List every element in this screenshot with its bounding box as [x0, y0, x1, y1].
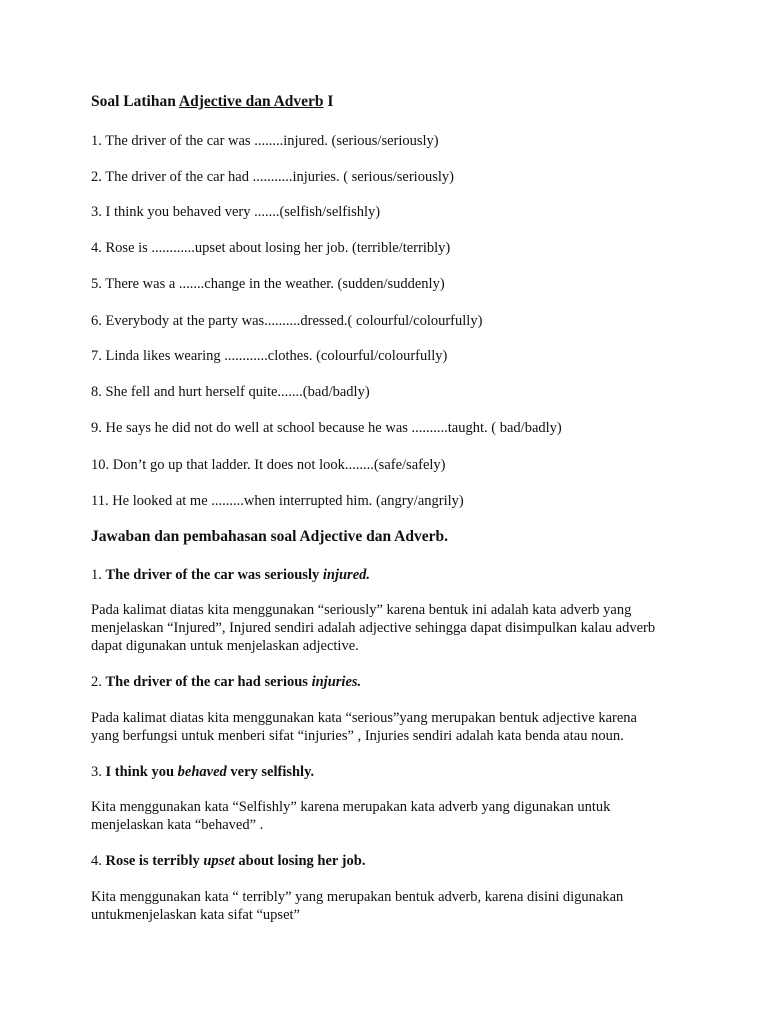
answer-text: The driver of the car had serious: [105, 674, 312, 690]
answer-number: 3.: [91, 764, 106, 780]
question-1: 1. The driver of the car was ........injured. (serious/seriously): [91, 133, 439, 149]
answer-number: 1.: [91, 567, 106, 583]
answer-number: 2.: [91, 674, 106, 690]
answer-text: I think you: [105, 764, 178, 780]
answer-text: Rose is terribly: [105, 853, 204, 869]
answer-2-explanation-line: yang berfungsi untuk menberi sifat “injuries” , Injuries sendiri adalah kata benda atau noun.: [91, 728, 624, 744]
answers-heading: Jawaban dan pembahasan soal Adjective dan Adverb.: [91, 528, 448, 545]
question-5: 5. There was a .......change in the weather. (sudden/suddenly): [91, 276, 445, 292]
question-6: 6. Everybody at the party was..........dressed.( colourful/colourfully): [91, 313, 483, 329]
question-7: 7. Linda likes wearing ............clothes. (colourful/colourfully): [91, 348, 448, 364]
question-2: 2. The driver of the car had ...........injuries. ( serious/seriously): [91, 169, 454, 185]
answer-1-explanation-line: menjelaskan “Injured”, Injured sendiri adalah adjective sehingga dapat disimpulkan kalau adverb: [91, 620, 656, 636]
answer-3-explanation-line: Kita menggunakan kata “Selfishly” karena merupakan kata adverb yang digunakan untuk: [91, 799, 611, 815]
answer-text-italic: injuries.: [311, 674, 362, 690]
answer-3-sentence: [91, 763, 708, 781]
answer-text: The driver of the car was seriously: [105, 567, 323, 583]
answer-text-italic: injured.: [322, 567, 370, 583]
answer-1-explanation-line: dapat digunakan untuk menjelaskan adjective.: [91, 638, 359, 654]
answer-text: very selfishly.: [226, 764, 315, 780]
answer-number: 4.: [91, 853, 106, 869]
answer-3-explanation-line: menjelaskan kata “behaved” .: [91, 817, 264, 833]
page-title: [91, 93, 708, 111]
answer-4-sentence: [91, 852, 708, 870]
question-9: 9. He says he did not do well at school because he was ..........taught. ( bad/badly): [91, 420, 562, 436]
question-3: 3. I think you behaved very .......(selfish/selfishly): [91, 204, 381, 220]
title-prefix: Soal Latihan: [91, 93, 179, 110]
title-suffix: I: [323, 93, 334, 110]
question-11: 11. He looked at me .........when interrupted him. (angry/angrily): [91, 493, 464, 509]
answer-text-italic: behaved: [177, 764, 227, 780]
answer-2-sentence: [91, 673, 708, 691]
answer-2-explanation-line: Pada kalimat diatas kita menggunakan kata “serious”yang merupakan bentuk adjective karena: [91, 710, 637, 726]
answer-text: about losing her job.: [234, 853, 366, 869]
question-8: 8. She fell and hurt herself quite.......(bad/badly): [91, 384, 370, 400]
answer-1-sentence: [91, 566, 708, 584]
question-10: 10. Don’t go up that ladder. It does not look........(safe/safely): [91, 457, 446, 473]
answer-1-explanation-line: Pada kalimat diatas kita menggunakan “seriously” karena bentuk ini adalah kata adverb yang: [91, 602, 632, 618]
answer-text-italic: upset: [203, 853, 235, 869]
question-4: 4. Rose is ............upset about losing her job. (terrible/terribly): [91, 240, 451, 256]
answer-4-explanation-line: untukmenjelaskan kata sifat “upset”: [91, 907, 300, 923]
title-underlined: Adjective dan Adverb: [178, 93, 324, 110]
answer-4-explanation-line: Kita menggunakan kata “ terribly” yang merupakan bentuk adverb, karena disini digunakan: [91, 889, 624, 905]
